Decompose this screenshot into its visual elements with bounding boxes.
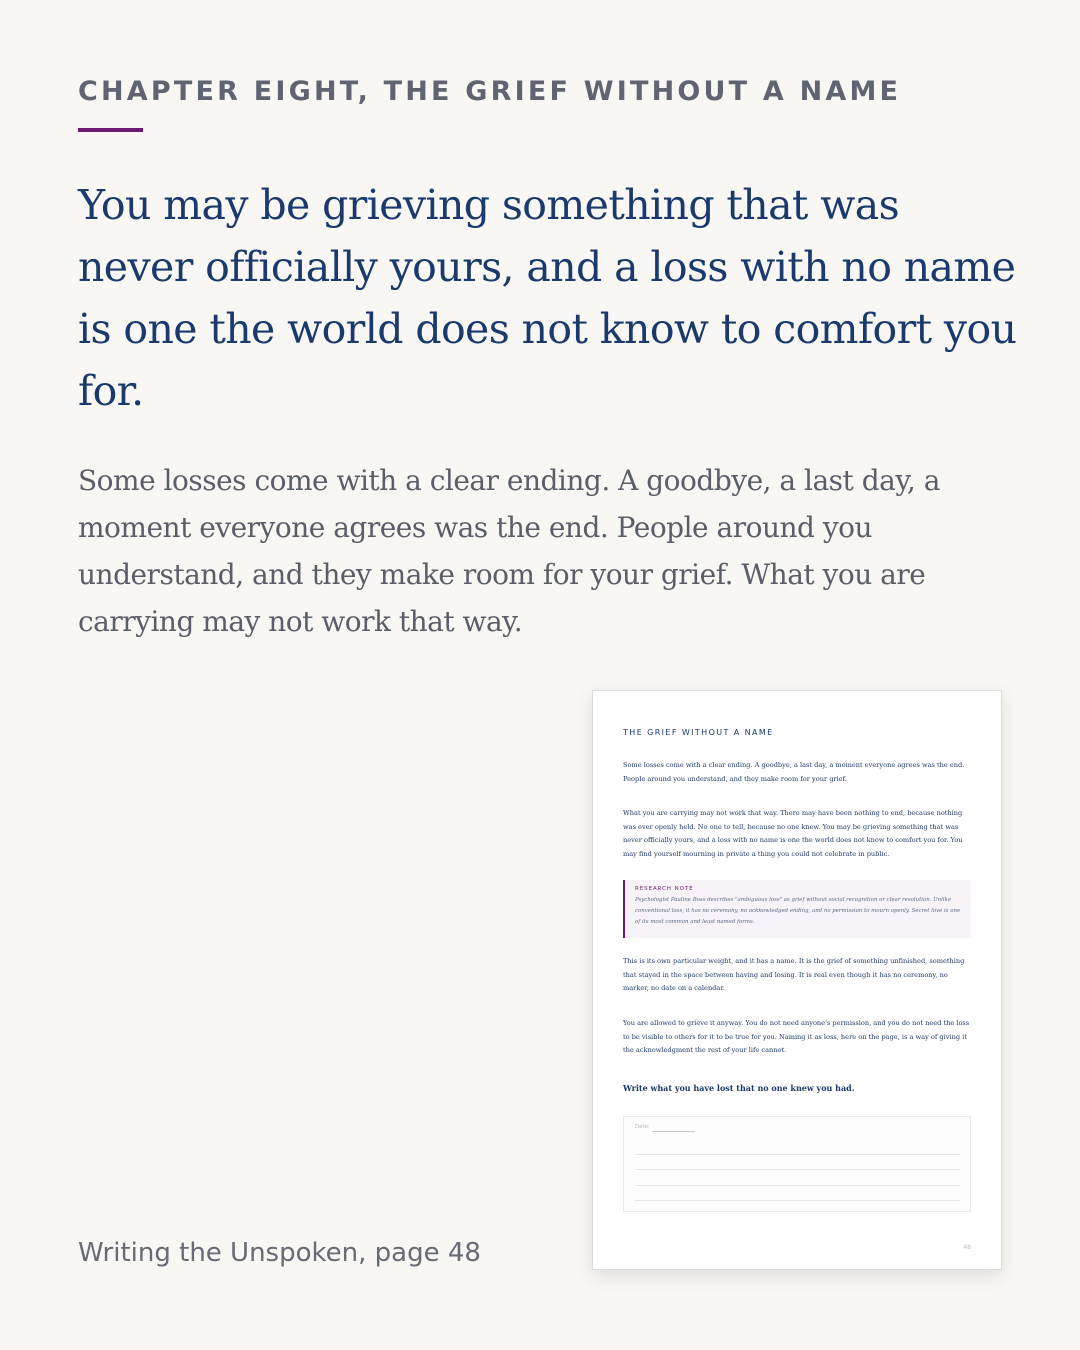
- date-label: Date:: [635, 1124, 650, 1130]
- book-page-caption: Writing the Unspoken, page 48: [78, 1238, 481, 1268]
- page-number: 48: [963, 1244, 971, 1251]
- page-paragraph: You are allowed to grieve it anyway. You do not need anyone's permission, and you do not need the loss to be visible to others for it to be true for you. Naming it as loss, here on the page, is a way of giving it the acknowledgment the rest of your life cannot.: [623, 1019, 970, 1055]
- page-paragraph: This is its own particular weight, and it has a name. It is the grief of something unfinished, something that stayed in the space between having and losing. It is real even though it has no ceremony, no marker, no date on a calendar.: [623, 957, 965, 993]
- writing-box: [623, 1116, 971, 1212]
- accent-rule: [78, 128, 143, 132]
- journal-prompt: Write what you have lost that no one knew you had.: [623, 1083, 855, 1093]
- headline: You may be grieving something that was never officially yours, and a loss with no name is one the world does not know to comfort you for.: [78, 181, 1017, 415]
- writing-line: [635, 1200, 960, 1201]
- date-line: [652, 1131, 695, 1132]
- research-note-text: Psychologist Pauline Boss describes "ambiguous loss" as grief without social recognition or clear resolution. Unlike conventional loss, it has no ceremony, no acknowledged ending, and no permission to mourn openly. Secret love is one of its most common and least named forms.: [635, 897, 961, 925]
- writing-line: [635, 1154, 960, 1155]
- page-paragraph: Some losses come with a clear ending. A goodbye, a last day, a moment everyone agrees was the end. People around you understand, and they make room for your grief.: [623, 761, 965, 783]
- chapter-label: CHAPTER EIGHT, THE GRIEF WITHOUT A NAME: [78, 76, 902, 107]
- research-note: [623, 880, 971, 938]
- page-paragraph: What you are carrying may not work that way. There may have been nothing to end, because nothing was ever openly held. No one to tell, because no one knew. You may be grieving something that was never officially yours, and a loss with no name is one the world does not know to comfort you for. You may find yourself mourning in private a thing you could not celebrate in public.: [623, 809, 963, 858]
- lede-paragraph: Some losses come with a clear ending. A goodbye, a last day, a moment everyone agrees was the end. People around you understand, and they make room for your grief. What you are carrying may not work that way.: [78, 464, 940, 638]
- page-preview: [592, 690, 1002, 1270]
- research-note-label: RESEARCH NOTE: [635, 886, 694, 892]
- page-preview-title: THE GRIEF WITHOUT A NAME: [623, 728, 774, 737]
- writing-line: [635, 1169, 960, 1170]
- writing-line: [635, 1185, 960, 1186]
